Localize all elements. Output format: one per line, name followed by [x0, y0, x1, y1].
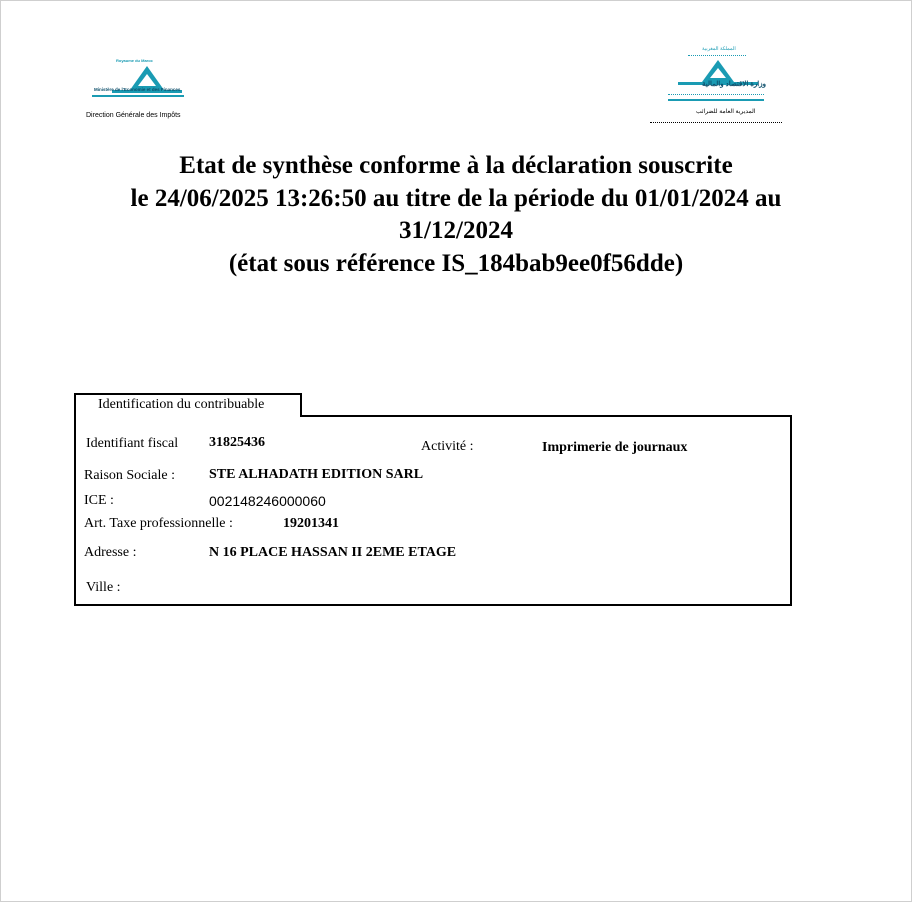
id-fiscal-value: 31825436	[209, 435, 265, 450]
title-line-2: le 24/06/2025 13:26:50 au titre de la période du 01/01/2024 au	[130, 184, 782, 212]
adresse-value: N 16 PLACE HASSAN II 2EME ETAGE	[209, 545, 457, 560]
logo-underline-ar	[668, 99, 764, 101]
logo-kingdom-ar: المملكة المغربية	[702, 46, 736, 52]
identification-tab-label: Identification du contribuable	[98, 397, 265, 412]
title-line-1: Etat de synthèse conforme à la déclaration souscrite	[179, 152, 733, 179]
dgi-logo-right	[666, 46, 786, 132]
logo-tifinagh-2	[668, 94, 764, 96]
ice-label: ICE :	[84, 493, 114, 508]
raison-sociale-label: Raison Sociale :	[84, 468, 175, 483]
logo-direction-text: Direction Générale des Impôts	[86, 112, 181, 119]
logo-direction-ar: المديرية العامة للضرائب	[696, 109, 756, 115]
title-line-3: 31/12/2024	[399, 217, 513, 244]
logo-tifinagh-3	[650, 122, 782, 124]
ville-label: Ville :	[86, 580, 121, 595]
raison-sociale-value: STE ALHADATH EDITION SARL	[209, 467, 424, 482]
logo-emblem-icon	[108, 64, 186, 98]
taxe-professionnelle-value: 19201341	[283, 516, 339, 531]
title-line-4: (état sous référence IS_184bab9ee0f56dde)	[228, 249, 684, 277]
logo-underline	[92, 95, 184, 97]
tab-joint	[76, 413, 300, 419]
id-fiscal-label: Identifiant fiscal	[86, 436, 179, 451]
logo-kingdom-text: Royaume du Maroc	[116, 58, 153, 63]
activite-value: Imprimerie de journaux	[542, 440, 688, 455]
activite-label: Activité :	[421, 439, 474, 454]
logo-ministry-ar: وزارة الاقتصاد والمالية	[702, 81, 766, 88]
logo-ministry-text: Ministère de l'Economie et des Finances	[94, 87, 181, 92]
logo-tifinagh-1	[688, 55, 746, 57]
document-title	[0, 150, 912, 280]
dgi-logo-left	[86, 58, 206, 122]
taxe-professionnelle-label: Art. Taxe professionnelle :	[84, 516, 233, 531]
ice-value: 002148246000060	[209, 493, 326, 509]
adresse-label: Adresse :	[84, 545, 137, 560]
